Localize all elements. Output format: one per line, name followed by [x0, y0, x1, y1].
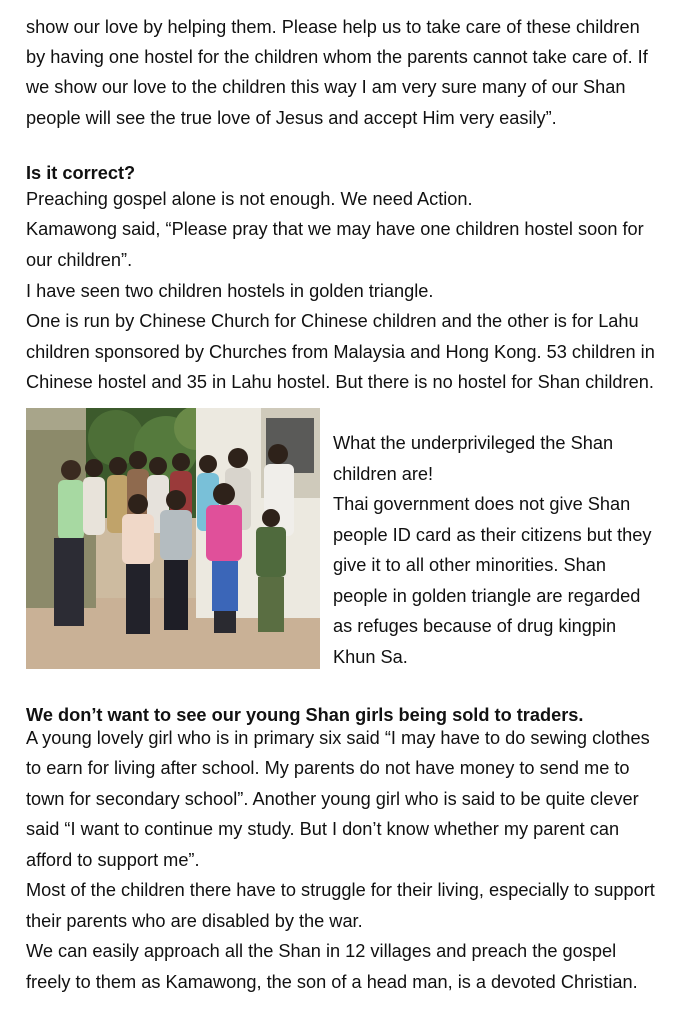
section2-line-9: freely to them as Kamawong, the son of a head man, is a devoted Christian.: [26, 972, 638, 992]
caption-line-5: give it to all other minorities. Shan: [333, 555, 606, 575]
caption-line-8: Khun Sa.: [333, 647, 408, 667]
caption-line-1: What the underprivileged the Shan: [333, 433, 614, 453]
section2-line-3: town for secondary school”. Another young girl who is said to be quite clever: [26, 789, 639, 809]
section2-heading: We don’t want to see our young Shan girls being sold to traders.: [26, 705, 584, 725]
section2-line-8: We can easily approach all the Shan in 12 villages and preach the gospel: [26, 941, 617, 961]
section1-line-3: our children”.: [26, 250, 133, 270]
section1-line-2: Kamawong said, “Please pray that we may have one children hostel soon for: [26, 219, 644, 239]
intro-line-1: show our love by helping them. Please help us to take care of these children: [26, 17, 640, 37]
section2-line-4: said “I want to continue my study. But I don’t know whether my parent can: [26, 819, 620, 839]
section2-line-6: Most of the children there have to struggle for their living, especially to support: [26, 880, 655, 900]
section1-line-6: children sponsored by Churches from Malaysia and Hong Kong. 53 children in: [26, 342, 655, 362]
caption-line-7: as refuges because of drug kingpin: [333, 616, 617, 636]
section1-line-7: Chinese hostel and 35 in Lahu hostel. But there is no hostel for Shan children.: [26, 372, 654, 392]
children-group-photo-illustration: [26, 408, 320, 669]
caption-line-6: people in golden triangle are regarded: [333, 586, 641, 606]
caption-line-2: children are!: [333, 464, 434, 484]
section1-line-5: One is run by Chinese Church for Chinese children and the other is for Lahu: [26, 311, 639, 331]
section1-line-4: I have seen two children hostels in golden triangle.: [26, 281, 434, 301]
section2-line-7: their parents who are disabled by the war.: [26, 911, 363, 931]
section1-line-1: Preaching gospel alone is not enough. We need Action.: [26, 189, 473, 209]
caption-line-4: people ID card as their citizens but they: [333, 525, 652, 545]
children-group-photo: [26, 408, 320, 669]
intro-line-4: people will see the true love of Jesus and accept Him very easily”.: [26, 108, 557, 128]
section2-line-5: afford to support me”.: [26, 850, 200, 870]
caption-line-3: Thai government does not give Shan: [333, 494, 631, 514]
section2-line-2: to earn for living after school. My parents do not have money to send me to: [26, 758, 630, 778]
section2-line-1: A young lovely girl who is in primary six said “I may have to do sewing clothes: [26, 728, 650, 748]
intro-line-2: by having one hostel for the children whom the parents cannot take care of. If: [26, 47, 648, 67]
intro-line-3: we show our love to the children this way I am very sure many of our Shan: [26, 77, 626, 97]
section1-heading: Is it correct?: [26, 163, 136, 183]
